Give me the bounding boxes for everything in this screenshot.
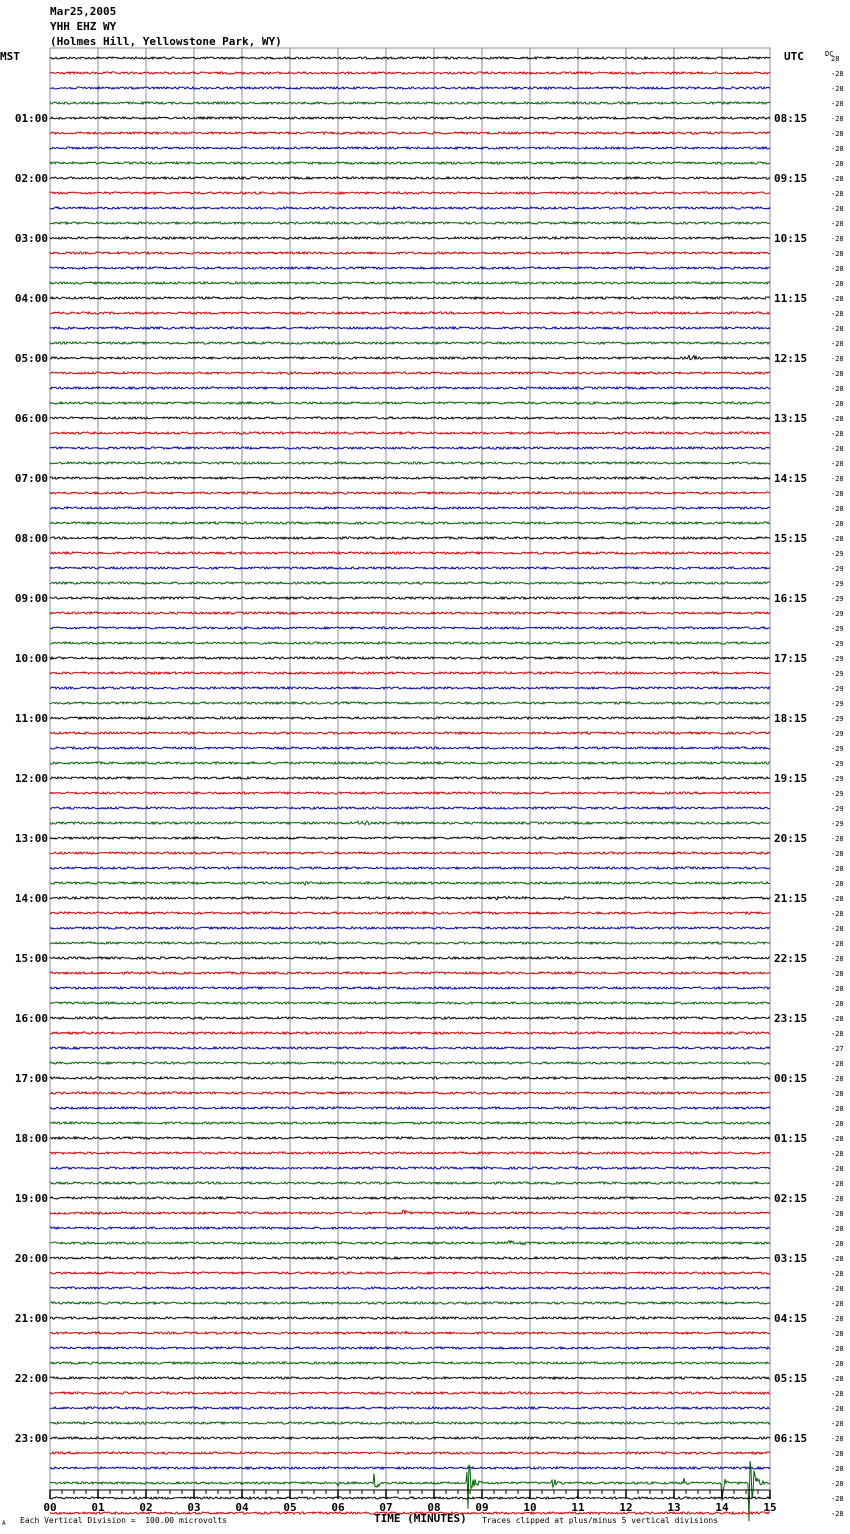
dc-offset: -28 (831, 1075, 844, 1083)
utc-hour-label: 23:15 (774, 1012, 808, 1025)
trace-row (50, 867, 770, 869)
trace-row (50, 1272, 770, 1274)
dc-offset: -28 (831, 1300, 844, 1308)
trace-row (50, 207, 770, 209)
trace-row (50, 267, 770, 269)
trace-row (50, 132, 770, 134)
trace-row (50, 462, 770, 464)
dc-offset: -28 (831, 835, 844, 843)
trace-row (50, 821, 770, 825)
trace-row (50, 372, 770, 374)
dc-offset: -29 (831, 550, 844, 558)
dc-offset: -28 (831, 1225, 844, 1233)
dc-offset: -28 (831, 1120, 844, 1128)
trace-row (50, 597, 770, 599)
x-tick-label: 00 (43, 1501, 57, 1514)
dc-offset: -28 (831, 355, 844, 363)
trace-row (50, 222, 770, 224)
trace-row (50, 312, 770, 314)
utc-hour-label: 09:15 (774, 172, 808, 185)
utc-hour-label: 03:15 (774, 1252, 808, 1265)
x-tick-label: 03 (187, 1501, 201, 1514)
utc-hour-label: 19:15 (774, 772, 808, 785)
dc-offset: -29 (831, 640, 844, 648)
trace-row (50, 237, 770, 239)
trace-row (50, 417, 770, 419)
trace-row (50, 687, 770, 689)
utc-hour-label: 22:15 (774, 952, 808, 965)
trace-row (50, 282, 770, 284)
dc-offset: -28 (831, 1090, 844, 1098)
trace-row (50, 702, 770, 704)
mst-hour-label: 16:00 (14, 1012, 48, 1025)
utc-hour-label: 00:15 (774, 1072, 808, 1085)
dc-offset: -28 (831, 430, 844, 438)
trace-row (50, 1137, 770, 1139)
trace-row (50, 297, 770, 299)
dc-offset: -28 (831, 460, 844, 468)
dc-offset: -28 (831, 1240, 844, 1248)
dc-offset: -28 (831, 1180, 844, 1188)
mst-hour-label: 23:00 (14, 1432, 48, 1445)
dc-offset: -29 (831, 580, 844, 588)
dc-offset: -28 (831, 445, 844, 453)
dc-offset: -28 (831, 310, 844, 318)
trace-row (50, 1092, 770, 1094)
trace-row (50, 177, 770, 179)
trace-row (50, 837, 770, 839)
dc-offset: -28 (831, 100, 844, 108)
dc-offset: -28 (831, 160, 844, 168)
dc-offset: -28 (831, 1480, 844, 1488)
dc-offset: -28 (831, 925, 844, 933)
utc-hour-label: 02:15 (774, 1192, 808, 1205)
x-tick-label: 12 (619, 1501, 633, 1514)
utc-hour-label: 16:15 (774, 592, 808, 605)
trace-row (50, 1452, 770, 1454)
mst-hour-label: 19:00 (14, 1192, 48, 1205)
trace-row (50, 1302, 770, 1304)
trace-row (50, 507, 770, 509)
x-tick-label: 04 (235, 1501, 249, 1514)
trace-row (50, 1467, 770, 1469)
trace-row (50, 1122, 770, 1124)
dc-offset: -28 (831, 1405, 844, 1413)
mst-hour-label: 11:00 (14, 712, 48, 725)
dc-offset: -28 (831, 1510, 844, 1518)
dc-offset: -28 (831, 250, 844, 258)
dc-offset: -28 (831, 295, 844, 303)
dc-offset: -28 (831, 1105, 844, 1113)
dc-offset: -29 (831, 730, 844, 738)
utc-hour-label: 05:15 (774, 1372, 808, 1385)
trace-row (50, 1437, 770, 1439)
dc-offset: -28 (831, 895, 844, 903)
x-tick-label: 02 (139, 1501, 153, 1514)
utc-hour-label: 11:15 (774, 292, 808, 305)
utc-hour-label: 08:15 (774, 112, 808, 125)
dc-offset: -28 (831, 220, 844, 228)
dc-offset: -28 (831, 1270, 844, 1278)
dc-offset: -28 (831, 970, 844, 978)
dc-offset: 28 (831, 55, 840, 63)
trace-row (50, 747, 770, 749)
utc-hour-label: 10:15 (774, 232, 808, 245)
trace-row (50, 102, 770, 104)
mst-hour-label: 03:00 (14, 232, 48, 245)
mst-hour-label: 17:00 (14, 1072, 48, 1085)
dc-offset: -28 (831, 520, 844, 528)
dc-offsets (831, 55, 844, 1518)
x-tick-label: 15 (763, 1501, 777, 1514)
trace-row (50, 1152, 770, 1154)
trace-row (50, 252, 770, 254)
trace-row (50, 1377, 770, 1379)
utc-hour-label: 12:15 (774, 352, 808, 365)
dc-offset: -28 (831, 235, 844, 243)
trace-row (50, 492, 770, 494)
dc-offset: -28 (831, 1360, 844, 1368)
right-timezone-label: UTC (784, 50, 804, 63)
dc-offset: -28 (831, 490, 844, 498)
trace-row (50, 896, 770, 900)
mst-hour-label: 06:00 (14, 412, 48, 425)
dc-offset: -28 (831, 1465, 844, 1473)
trace-row (50, 1167, 770, 1169)
mst-hour-label: 10:00 (14, 652, 48, 665)
trace-row (50, 582, 770, 584)
dc-offset: -28 (831, 1195, 844, 1203)
header-date: Mar25,2005 (50, 5, 117, 18)
dc-offset: -28 (831, 880, 844, 888)
dc-offset: -28 (831, 1165, 844, 1173)
trace-row (50, 1032, 770, 1034)
trace-row (50, 1002, 770, 1004)
trace-row (50, 162, 770, 164)
dc-offset: -28 (831, 400, 844, 408)
dc-offset: -28 (831, 1210, 844, 1218)
utc-hour-label: 21:15 (774, 892, 808, 905)
dc-offset: -28 (831, 1390, 844, 1398)
trace-row (50, 402, 770, 404)
trace-row (50, 1047, 770, 1049)
trace-row (50, 1287, 770, 1289)
mst-hour-label: 22:00 (14, 1372, 48, 1385)
dc-offset: -28 (831, 985, 844, 993)
header-location: (Holmes Hill, Yellowstone Park, WY) (50, 35, 282, 48)
utc-hour-label: 13:15 (774, 412, 808, 425)
dc-label: DC (825, 50, 834, 58)
corner-mark: A (2, 1520, 6, 1527)
trace-row (50, 1210, 770, 1214)
trace-row (50, 987, 770, 989)
trace-row (50, 1017, 770, 1019)
x-tick-label: 01 (91, 1501, 105, 1514)
trace-row (50, 117, 770, 119)
dc-offset: -28 (831, 1285, 844, 1293)
dc-offset: -29 (831, 595, 844, 603)
trace-row (50, 1331, 770, 1334)
trace-row (50, 1407, 770, 1409)
trace-row (50, 1257, 770, 1259)
dc-offset: -27 (831, 1045, 844, 1053)
trace-row (50, 657, 770, 659)
dc-offset: -28 (831, 1255, 844, 1263)
dc-offset: -28 (831, 325, 844, 333)
utc-hour-label: 04:15 (774, 1312, 808, 1325)
trace-row (50, 732, 770, 734)
trace-row (50, 1497, 770, 1499)
dc-offset: -29 (831, 610, 844, 618)
trace-row (50, 612, 770, 614)
x-tick-label: 09 (475, 1501, 489, 1514)
dc-offset: -29 (831, 685, 844, 693)
trace-row (50, 87, 770, 89)
trace-row (50, 522, 770, 524)
dc-offset: -28 (831, 370, 844, 378)
trace-row (50, 852, 770, 854)
dc-offset: -28 (831, 475, 844, 483)
dc-offset: -28 (831, 1060, 844, 1068)
trace-row (50, 1392, 770, 1394)
trace-row (50, 327, 770, 329)
dc-offset: -29 (831, 745, 844, 753)
trace-row (50, 1062, 770, 1064)
mst-hour-label: 05:00 (14, 352, 48, 365)
trace-row (50, 477, 770, 479)
utc-hour-label: 14:15 (774, 472, 808, 485)
trace-row (50, 1347, 770, 1349)
trace-row (50, 1317, 770, 1319)
dc-offset: -28 (831, 910, 844, 918)
utc-hour-label: 18:15 (774, 712, 808, 725)
trace-row (50, 972, 770, 974)
mst-hour-label: 21:00 (14, 1312, 48, 1325)
dc-offset: -28 (831, 280, 844, 288)
dc-offset: -28 (831, 1495, 844, 1503)
x-tick-label: 05 (283, 1501, 297, 1514)
trace-row (50, 1182, 770, 1184)
scale-note: Each Vertical Division = 100.00 microvolts (20, 1516, 228, 1525)
dc-offset: -28 (831, 145, 844, 153)
dc-offset: -28 (831, 1135, 844, 1143)
trace-row (50, 762, 770, 764)
dc-offset: -28 (831, 385, 844, 393)
x-tick-label: 07 (379, 1501, 393, 1514)
mst-hour-label: 12:00 (14, 772, 48, 785)
trace-row (50, 57, 770, 59)
x-tick-label: 11 (571, 1501, 585, 1514)
dc-offset: -28 (831, 205, 844, 213)
dc-offset: -28 (831, 1420, 844, 1428)
dc-offset: -28 (831, 70, 844, 78)
dc-offset: -28 (831, 1450, 844, 1458)
dc-offset: -28 (831, 1030, 844, 1038)
trace-row (50, 147, 770, 149)
dc-offset: -28 (831, 1000, 844, 1008)
mst-hour-label: 09:00 (14, 592, 48, 605)
dc-offset: -29 (831, 805, 844, 813)
mst-hour-label: 07:00 (14, 472, 48, 485)
dc-offset: -29 (831, 700, 844, 708)
trace-row (50, 627, 770, 629)
x-tick-label: 06 (331, 1501, 345, 1514)
trace-row (50, 1077, 770, 1079)
utc-hour-label: 20:15 (774, 832, 808, 845)
trace-row (50, 1227, 770, 1229)
header-station: YHH EHZ WY (50, 20, 117, 33)
trace-row (50, 387, 770, 389)
trace-row (50, 792, 770, 794)
x-tick-label: 08 (427, 1501, 441, 1514)
trace-row (50, 942, 770, 944)
dc-offset: -28 (831, 85, 844, 93)
trace-row (50, 72, 770, 74)
trace-row (50, 912, 770, 914)
dc-offset: -28 (831, 190, 844, 198)
dc-offset: -29 (831, 760, 844, 768)
left-timezone-label: MST (0, 50, 20, 63)
dc-offset: -29 (831, 565, 844, 573)
mst-hour-label: 20:00 (14, 1252, 48, 1265)
traces (50, 57, 770, 1521)
trace-row (50, 672, 770, 674)
dc-offset: -29 (831, 775, 844, 783)
trace-row (50, 957, 770, 959)
trace-row (50, 1241, 770, 1245)
dc-offset: -29 (831, 820, 844, 828)
trace-row (50, 552, 770, 554)
utc-hour-label: 17:15 (774, 652, 808, 665)
trace-row (50, 192, 770, 194)
dc-offset: -28 (831, 1375, 844, 1383)
utc-hour-label: 15:15 (774, 532, 808, 545)
clip-note: Traces clipped at plus/minus 5 vertical divisions (482, 1516, 719, 1525)
utc-hour-label: 06:15 (774, 1432, 808, 1445)
trace-row (50, 777, 770, 779)
trace-row (50, 537, 770, 539)
dc-offset: -28 (831, 535, 844, 543)
mst-hour-label: 08:00 (14, 532, 48, 545)
trace-row (50, 882, 770, 885)
dc-offset: -29 (831, 790, 844, 798)
dc-offset: -29 (831, 670, 844, 678)
dc-offset: -28 (831, 1435, 844, 1443)
x-axis (43, 1490, 776, 1514)
dc-offset: -28 (831, 1315, 844, 1323)
dc-offset: -28 (831, 130, 844, 138)
dc-offset: -29 (831, 655, 844, 663)
dc-offset: -28 (831, 955, 844, 963)
trace-row (50, 447, 770, 449)
dc-offset: -28 (831, 850, 844, 858)
trace-row (50, 342, 770, 344)
dc-offset: -28 (831, 265, 844, 273)
dc-offset: -28 (831, 115, 844, 123)
trace-row (50, 807, 770, 809)
trace-row (50, 432, 770, 434)
mst-hour-label: 04:00 (14, 292, 48, 305)
x-tick-label: 10 (523, 1501, 537, 1514)
dc-offset: -28 (831, 1330, 844, 1338)
mst-hour-label: 15:00 (14, 952, 48, 965)
trace-row (50, 1362, 770, 1364)
dc-offset: -28 (831, 1345, 844, 1353)
x-axis-title: TIME (MINUTES) (374, 1512, 467, 1525)
mst-hour-label: 01:00 (14, 112, 48, 125)
dc-offset: -28 (831, 175, 844, 183)
mst-hour-label: 18:00 (14, 1132, 48, 1145)
trace-row (50, 1422, 770, 1424)
dc-offset: -28 (831, 940, 844, 948)
dc-offset: -28 (831, 415, 844, 423)
trace-row (50, 567, 770, 569)
dc-offset: -29 (831, 625, 844, 633)
trace-row (50, 356, 770, 360)
x-tick-label: 13 (667, 1501, 681, 1514)
trace-row (50, 1197, 770, 1199)
dc-offset: -29 (831, 715, 844, 723)
dc-offset: -28 (831, 505, 844, 513)
trace-row (50, 717, 770, 719)
mst-hour-label: 02:00 (14, 172, 48, 185)
dc-offset: -28 (831, 865, 844, 873)
dc-offset: -28 (831, 1150, 844, 1158)
trace-row (50, 642, 770, 644)
trace-row (50, 1107, 770, 1109)
mst-hour-label: 13:00 (14, 832, 48, 845)
dc-offset: -28 (831, 340, 844, 348)
utc-hour-label: 01:15 (774, 1132, 808, 1145)
trace-row (50, 927, 770, 929)
dc-offset: -28 (831, 1015, 844, 1023)
mst-hour-label: 14:00 (14, 892, 48, 905)
x-tick-label: 14 (715, 1501, 729, 1514)
